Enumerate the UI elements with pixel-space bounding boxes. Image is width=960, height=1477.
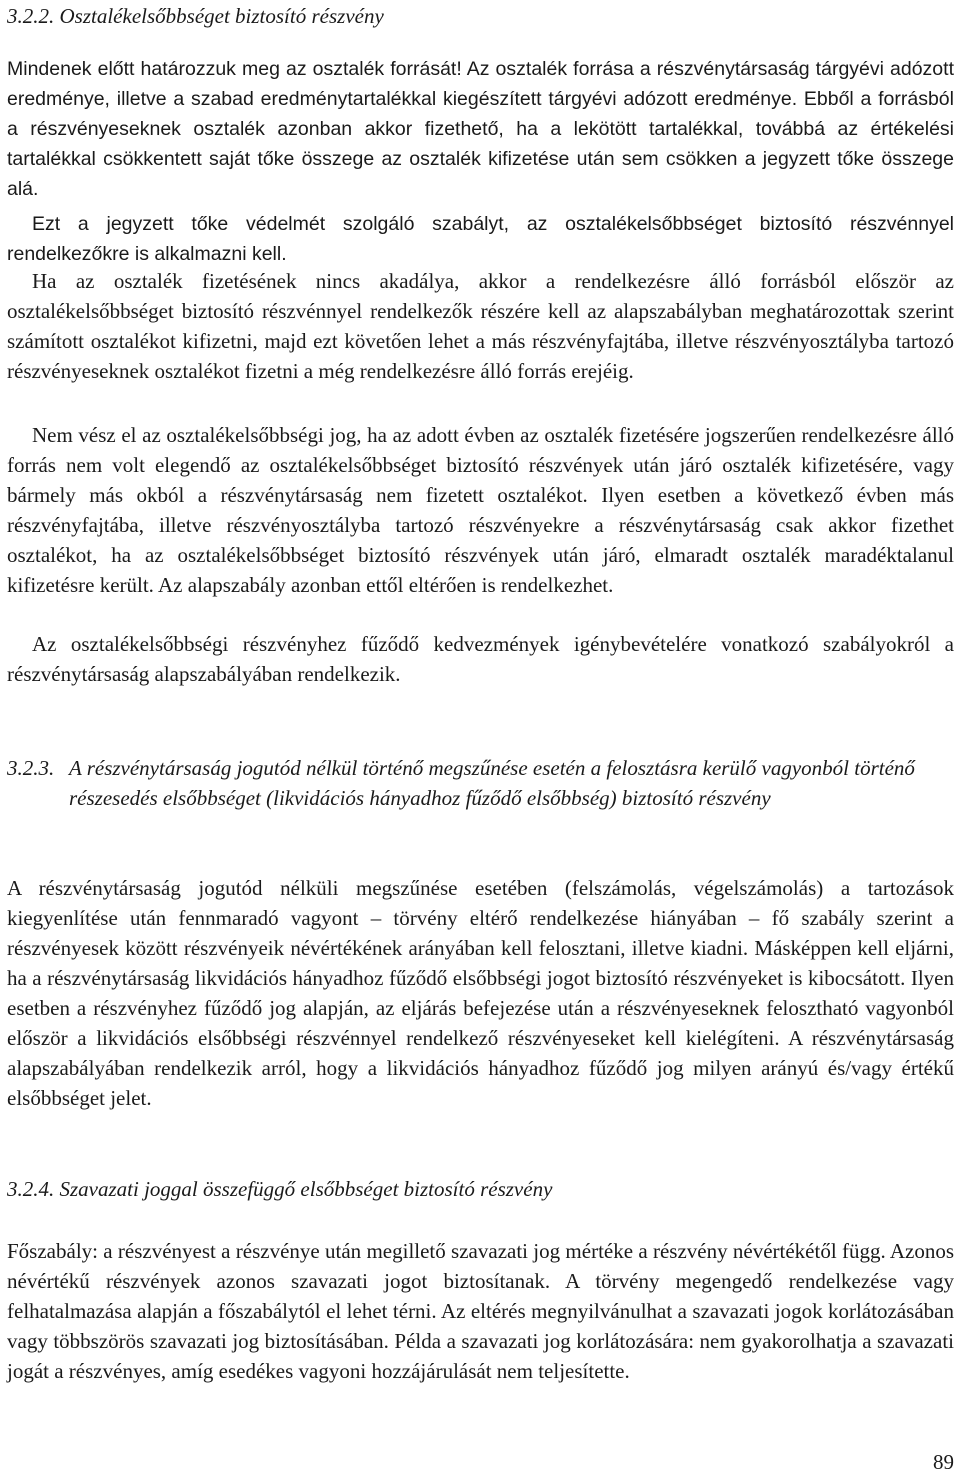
page-number: 89 <box>933 1450 954 1474</box>
paragraph-dividend-source: Mindenek előtt határozzuk meg az osztalék forrását! Az osztalék forrása a részvénytársaság tárgyévi adózott eredménye, illetve a szabad eredménytartalékkal kiegészített tárgyévi adózott eredménye. Ebből a forrásból a részvényeseknek osztalék azonban akkor fizethető, ha a lekötött tartalékkal, továbbá az értékelési tartalékkal csökkentett saját tőke összege az osztalék kifizetése után sem csökken a jegyzett tőke összege alá. <box>7 58 954 200</box>
paragraph-preference-rules: Az osztalékelsőbbségi részvényhez fűződő kedvezmények igénybevételére vonatkozó szabályokról a részvénytársaság alapszabályában rendelkezik. <box>7 632 954 686</box>
section-heading-text: A részvénytársaság jogutód nélkül történő megszűnése esetén a felosztásra kerülő vagyonból történő részesedés elsőbbséget (likvidációs hányadhoz fűződő elsőbbség) biztosító részvény <box>69 756 915 810</box>
section-heading-3-2-2: 3.2.2. Osztalékelsőbbséget biztosító részvény <box>7 4 384 28</box>
section-heading-3-2-4: 3.2.4. Szavazati joggal összefüggő elsőbbséget biztosító részvény <box>7 1177 553 1201</box>
paragraph-liquidation-preference: A részvénytársaság jogutód nélküli megszűnése esetében (felszámolás, végelszámolás) a tartozások kiegyenlítése után fennmaradó vagyont – törvény eltérő rendelkezése hiányában – fő szabály szerint a részvényesek között részvényeik névértékének arányában kell felosztani, illetve kiadni. Másképpen kell eljárni, ha a részvénytársaság likvidációs hányadhoz fűződő elsőbbségi jogot biztosító részvényeket is kibocsátott. Ilyen esetben a részvényhez fűződő jog alapján, az eljárás befejezése után a részvényeseknek felosztható vagyonból először a likvidációs elsőbbségi részvénnyel rendelkező részvényeseket kell kielégíteni. A részvénytársaság alapszabályában rendelkezik arról, hogy a likvidációs hányadhoz fűződő jog milyen arányú és/vagy értékű elsőbbséget jelet. <box>7 876 954 1110</box>
paragraph-dividend-payment-order: Ha az osztalék fizetésének nincs akadálya, akkor a rendelkezésre álló forrásból először az osztalékelsőbbséget biztosító részvénnyel rendelkezők részére kell az alapszabályban meghatározottak szerint számított osztalékot kifizetni, majd ezt követően lehet a más részvényfajtába, illetve részvényosztályba tartozó részvényeseknek osztalékot fizetni a még rendelkezésre álló forrás erejéig. <box>7 269 954 383</box>
section-heading-number: 3.2.3. <box>7 756 55 780</box>
paragraph-preference-right-retained: Nem vész el az osztalékelsőbbségi jog, ha az adott évben az osztalék fizetésére jogszerűen rendelkezésre álló forrás nem volt elegendő az osztalékelsőbbséget biztosító részvények után járó osztalék kifizetésére, vagy bármely más okból a részvénytársaság nem fizetett osztalékot. Ilyen esetben a következő évben más részvényfajtába, illetve részvényosztályba tartozó részvényekre a részvénytársaság csak akkor fizethet osztalékot, ha az osztalékelsőbbséget biztosító részvények után járó, elmaradt osztalék maradéktalanul kifizetésre került. Az alapszabály azonban ettől eltérően is rendelkezhet. <box>7 423 954 597</box>
paragraph-voting-rights: Főszabály: a részvényest a részvénye után megillető szavazati jog mértéke a részvény névértékétől függ. Azonos névértékű részvények azonos szavazati jogot biztosítanak. A törvény megengedő rendelkezése vagy felhatalmazása alapján a főszabálytól el lehet térni. Az eltérés megnyilvánulhat a szavazati jogok korlátozásában vagy többszörös szavazati jog biztosításában. Példa a szavazati jog korlátozására: nem gyakorolhatja a szavazati jogát a részvényes, amíg esedékes vagyoni hozzájárulását nem teljesítette. <box>7 1239 954 1383</box>
section-heading-3-2-3 <box>7 753 954 813</box>
paragraph-capital-protection-rule: Ezt a jegyzett tőke védelmét szolgáló szabályt, az osztalékelsőbbséget biztosító részvénnyel rendelkezőkre is alkalmazni kell. <box>7 213 954 265</box>
